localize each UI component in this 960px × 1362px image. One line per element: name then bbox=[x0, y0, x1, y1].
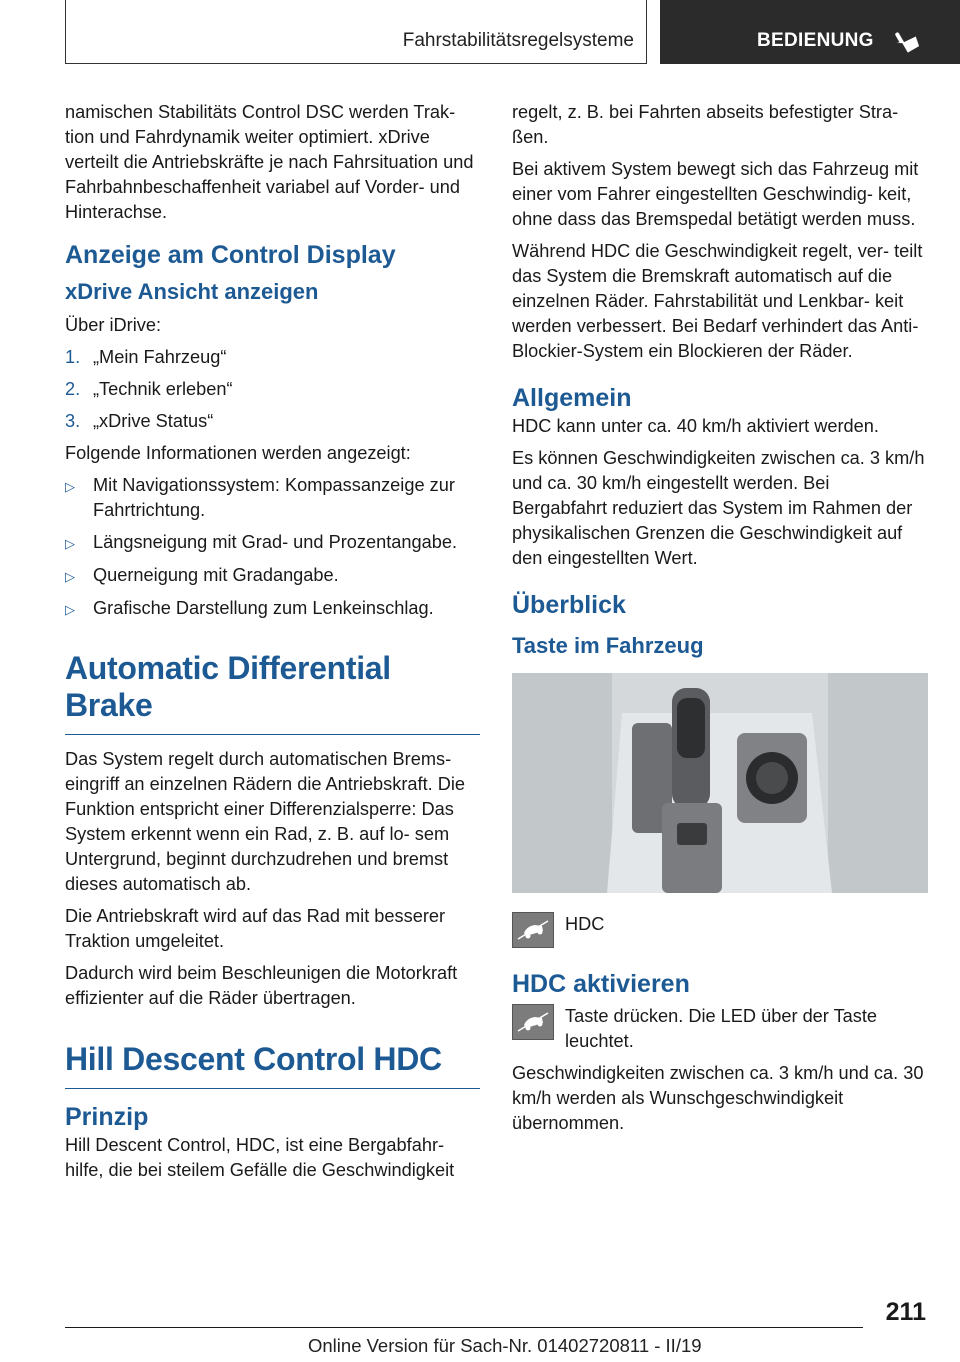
header-section-box bbox=[65, 0, 647, 64]
heading-hdc: Hill Descent Control HDC bbox=[65, 1041, 442, 1077]
paragraph: Taste drücken. Die LED über der Taste leuchtet. bbox=[565, 1006, 878, 1051]
heading-taste: Taste im Fahrzeug bbox=[512, 633, 704, 658]
bullet-icon: ▷ bbox=[65, 569, 75, 584]
footer-rule bbox=[65, 1327, 863, 1328]
bullet-icon: ▷ bbox=[65, 479, 75, 494]
hdc-icon bbox=[512, 912, 554, 948]
heading-anzeige: Anzeige am Control Display bbox=[65, 241, 396, 269]
list-item bbox=[65, 377, 480, 402]
paragraph: Folgende Informationen werden angezeigt: bbox=[65, 443, 411, 463]
paragraph: Bei aktivem System bewegt sich das Fahrzeug mit einer vom Fahrer eingestellten Geschwindig- keit, ohne dass das Bremspedal betätigt werden muss. bbox=[512, 159, 919, 229]
list-item bbox=[65, 563, 480, 589]
section-rule bbox=[65, 1088, 480, 1089]
hdc-icon bbox=[512, 1004, 554, 1040]
bullet-text: Querneigung mit Gradangabe. bbox=[93, 565, 339, 585]
paragraph: HDC kann unter ca. 40 km/h aktiviert werden. bbox=[512, 416, 879, 436]
heading-hdc-aktivieren: HDC aktivieren bbox=[512, 970, 690, 998]
step-number: 1. bbox=[65, 347, 81, 367]
paragraph: Das System regelt durch automatischen Brems- eingriff an einzelnen Rädern die Antriebskraft. Die Funktion entspricht einer Differenzialsperre: Das System erkennt wenn ein Rad, z. B. auf lo- sem Untergrund, beginnt durchzudrehen und bremst dieses automatisch ab. bbox=[65, 749, 466, 894]
heading-adb: Automatic Differential Brake bbox=[65, 650, 391, 723]
step-number: 2. bbox=[65, 379, 81, 399]
bullet-text: Längsneigung mit Grad- und Prozentangabe. bbox=[93, 532, 457, 552]
step-number: 3. bbox=[65, 411, 81, 431]
bullet-text: Grafische Darstellung zum Lenkeinschlag. bbox=[93, 598, 434, 618]
heading-prinzip: Prinzip bbox=[65, 1103, 149, 1131]
list-item bbox=[65, 345, 480, 370]
paragraph: regelt, z. B. bei Fahrten abseits befestigter Stra- ßen. bbox=[512, 102, 899, 147]
icon-label: HDC bbox=[565, 914, 605, 934]
heading-ueberblick: Überblick bbox=[512, 591, 626, 619]
center-console-photo bbox=[512, 673, 928, 893]
list-item bbox=[65, 473, 480, 523]
step-text: „Mein Fahrzeug“ bbox=[93, 347, 227, 367]
header-section-title: Fahrstabilitätsregelsysteme bbox=[402, 30, 634, 51]
right-column bbox=[512, 100, 928, 1143]
header-chapter-box bbox=[660, 0, 960, 64]
page-number: 211 bbox=[885, 1298, 926, 1326]
list-item bbox=[65, 530, 480, 556]
paragraph: Während HDC die Geschwindigkeit regelt, ver- teilt das System die Bremskraft automatisch auf die einzelnen Räder. Fahrstabilität und Lenkbar- keit werden verbessert. Bei Bedarf verhindert das Anti-Blockier-System ein Blockieren der Räder. bbox=[512, 241, 923, 361]
paragraph: Geschwindigkeiten zwischen ca. 3 km/h und ca. 30 km/h werden als Wunschgeschwindigkeit übernommen. bbox=[512, 1063, 924, 1133]
header-chapter-title: BEDIENUNG bbox=[757, 30, 874, 51]
icon-row-aktivieren bbox=[512, 1004, 928, 1054]
list-item bbox=[65, 409, 480, 434]
heading-xdrive: xDrive Ansicht anzeigen bbox=[65, 279, 319, 304]
section-rule bbox=[65, 734, 480, 735]
paragraph: Es können Geschwindigkeiten zwischen ca. 3 km/h und ca. 30 km/h eingestellt werden. Bei Bergabfahrt reduziert das System im Rahmen der physikalischen Grenzen die Geschwindigkeit auf den eingestellten Wert. bbox=[512, 448, 925, 568]
paragraph: Die Antriebskraft wird auf das Rad mit besserer Traktion umgeleitet. bbox=[65, 906, 446, 951]
bullet-icon: ▷ bbox=[65, 602, 75, 617]
paragraph: Hill Descent Control, HDC, ist eine Bergabfahr- hilfe, die bei steilem Gefälle die Geschwindigkeit bbox=[65, 1135, 455, 1180]
list-item bbox=[65, 596, 480, 622]
paragraph: Über iDrive: bbox=[65, 315, 162, 335]
hand-pointer-icon bbox=[893, 27, 923, 55]
bullet-icon: ▷ bbox=[65, 536, 75, 551]
left-column bbox=[65, 100, 480, 1190]
bullet-text: Mit Navigationssystem: Kompassanzeige zur Fahrtrichtung. bbox=[93, 475, 455, 520]
footer-text: Online Version für Sach-Nr. 01402720811 - II/19 bbox=[308, 1335, 702, 1356]
paragraph: namischen Stabilitäts Control DSC werden Trak- tion und Fahrdynamik weiter optimiert. xDrive verteilt die Antriebskräfte je nach Fahrsituation und Fahrbahnbeschaffenheit variabel auf Vorder- und Hinterachse. bbox=[65, 102, 474, 222]
heading-allgemein: Allgemein bbox=[512, 384, 632, 412]
step-text: „Technik erleben“ bbox=[93, 379, 233, 399]
step-text: „xDrive Status“ bbox=[93, 411, 214, 431]
icon-row-hdc bbox=[512, 912, 928, 948]
paragraph: Dadurch wird beim Beschleunigen die Motorkraft effizienter auf die Räder übertragen. bbox=[65, 963, 458, 1008]
